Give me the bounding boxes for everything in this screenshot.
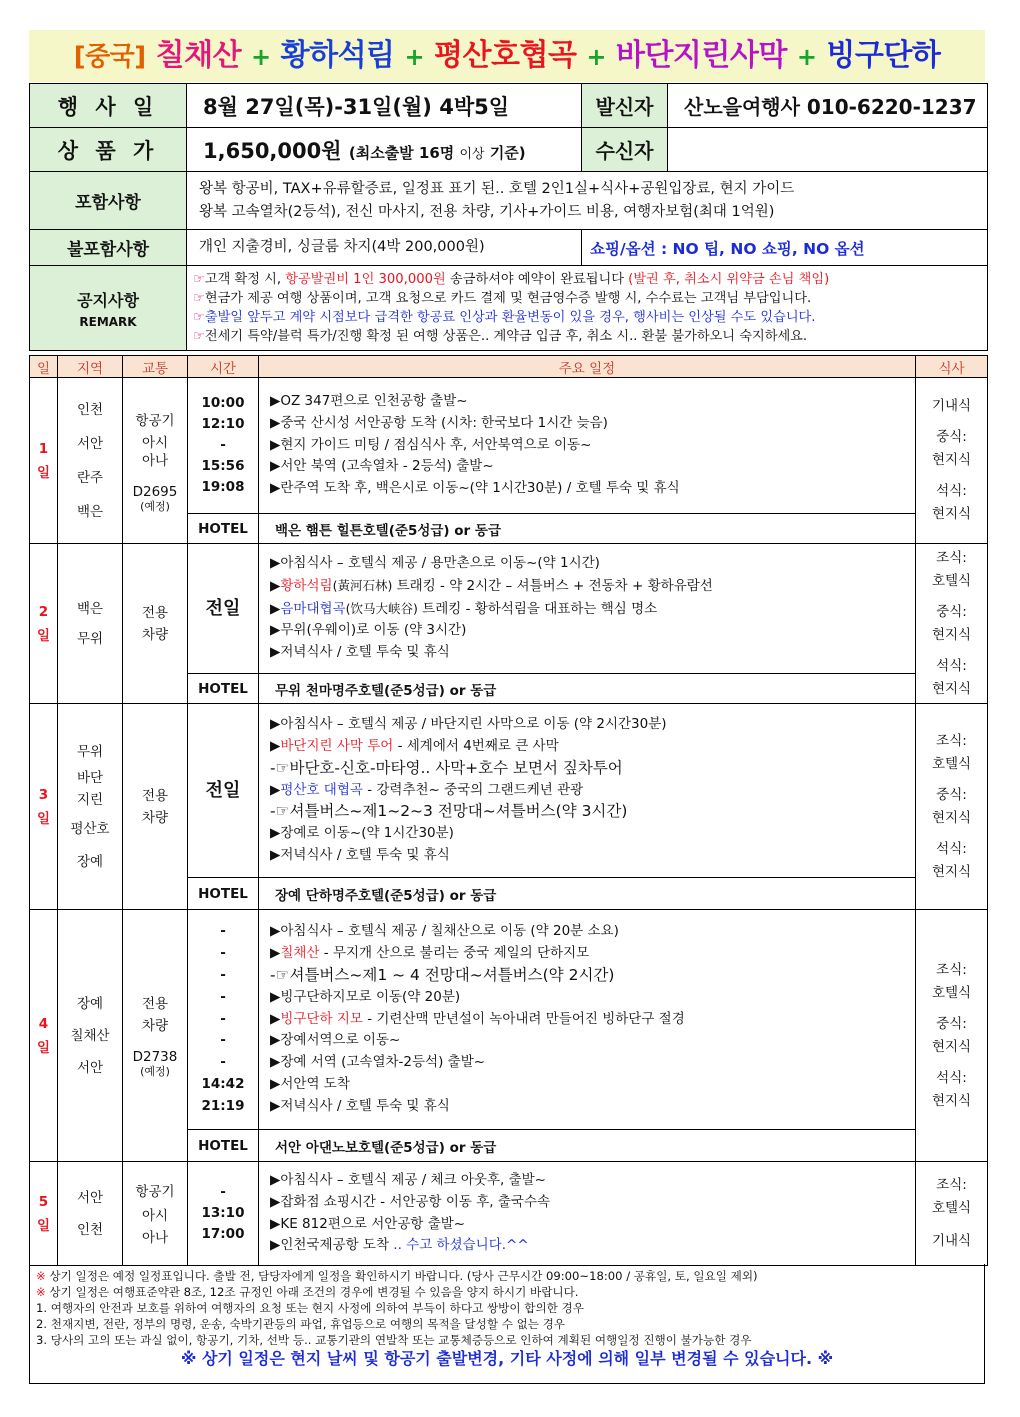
day-number: 5 일 [30,1162,58,1266]
hotel-label: HOTEL [188,674,259,704]
notice-highlight: (발권 후, 취소시 위약금 손님 책임) [628,272,830,287]
region-name: 칠채산 [70,1027,110,1044]
schedule-line: -☞셔틀버스~제1 ~ 4 전망대~셔틀버스(약 2시간) [270,966,615,984]
day-regions [58,1162,123,1266]
schedule-line: ▶아침식사 – 호텔식 제공 / 체크 아웃후, 출발~ [270,1171,546,1188]
day-row-3 [30,704,988,878]
schedule-line: ▶빙구단하지모로 이동(약 20분) [270,988,461,1005]
include-value [187,172,988,230]
col-day: 일 [30,356,58,378]
notice-item [193,327,987,346]
title-banner [29,30,985,82]
meal-item: 조식: [936,549,967,566]
transport-item: 차량 [141,626,169,643]
day-transport [123,910,188,1162]
region-name: 바단 [76,769,104,786]
region-name: 서안 [76,435,104,452]
exclude-label: 불포함사항 [30,230,187,266]
day-times: - 13:10 17:00 [188,1162,259,1266]
day-row-4 [30,910,988,1130]
notice-text: 출발일 앞두고 계약 시점보다 급격한 항공료 인상과 환율변동이 있을 경우, 행사비는 인상될 수도 있습니다. [204,310,816,325]
meal-item: 중식: [936,1015,967,1032]
meal-item: 조식: [936,961,967,978]
schedule-line: ▶중국 산시성 서안공항 도착 (시차: 한국보다 1시간 늦음) [270,414,608,431]
transport-item: 차량 [141,1017,169,1034]
day-transport [123,704,188,910]
price-note-c: 기준) [484,143,526,162]
day-number: 3 일 [30,704,58,910]
schedule-line: ▶장예서역으로 이동~ [270,1032,401,1049]
day-transport [123,544,188,704]
day-meals [916,1162,988,1266]
schedule-highlight: .. 수고 하셨습니다.^^ [393,1237,529,1254]
transport-item: 아시 [141,434,169,451]
hotel-name: 백은 햄튼 힐튼호텔(준5성급) or 동급 [259,514,916,544]
transport-item: 아나 [141,452,169,469]
schedule-line: ▶아침식사 – 호텔식 제공 / 칠채산으로 이동 (약 20분 소요) [270,923,619,940]
price-note-a: (최소출발 16명 [348,143,460,162]
schedule-highlight: 칠채산 [280,945,320,962]
hotel-name: 무위 천마명주호텔(준5성급) or 동급 [259,674,916,704]
price-label: 상 품 가 [30,128,187,172]
day-schedule [259,910,916,1130]
notice-highlight: 항공발권비 1인 300,000원 [285,272,446,287]
note-mark: ※ [36,1285,46,1299]
notice-list [187,266,988,351]
transport-item: 전용 [141,604,169,621]
day-meals [916,704,988,910]
notice-hand-icon: ☞ [193,291,205,306]
title-plus: + [404,43,425,71]
day-number: 2 일 [30,544,58,704]
day-regions [58,378,123,544]
notice-text: 송금하셔야 예약이 완료됩니다 [445,272,629,287]
region-name: 백은 [76,503,104,520]
day-regions [58,544,123,704]
schedule-line: ▶장예 서역 (고속열차-2등석) 출발~ [270,1054,486,1071]
transport-note: (예정) [140,1064,170,1078]
day-times: 전일 [188,544,259,674]
transport-item: 항공기 [135,1183,175,1200]
footer-note [36,1284,978,1300]
transport-item: 아나 [141,1229,169,1246]
schedule-line: ▶저녁식사 / 호텔 투숙 및 휴식 [270,1097,450,1114]
title-dest-pyeongsanho: 평산호협곡 [434,38,577,73]
region-name: 지린 [76,791,104,808]
schedule-line: ▶저녁식사 / 호텔 투숙 및 휴식 [270,846,450,863]
meal-item: 현지식 [931,1092,972,1109]
day-transport [123,1162,188,1266]
day-schedule [259,1162,916,1266]
region-name: 서안 [76,1059,104,1076]
schedule-line: ▶서안역 도착 [270,1075,350,1092]
schedule-highlight: 빙구단하 지모 [280,1010,363,1027]
footer-final-notice: ※ 상기 일정은 현지 날씨 및 항공기 출발변경, 기타 사정에 의해 일부 변경될 수 있습니다. ※ [180,1349,834,1368]
day-regions [58,910,123,1162]
receiver-value [668,128,988,172]
footer-note-text: 상기 일정은 여행표준약관 8조, 12조 규정인 아래 조건의 경우에 변경될 수 있음을 양지 하시기 바랍니다. [45,1285,579,1299]
meal-item: 현지식 [931,863,972,880]
day-times: 10:00 12:10 - 15:56 19:08 [188,378,259,514]
meal-item: 호텔식 [931,572,972,589]
footer-condition: 1. 여행자의 안전과 보호를 위하여 여행자의 요청 또는 현지 사정에 의하여 부득이 하다고 쌍방이 합의한 경우 [36,1301,584,1315]
meal-item: 현지식 [931,452,972,468]
hotel-label: HOTEL [188,1130,259,1162]
exclude-value: 개인 지출경비, 싱글룸 차지(4박 200,000원) [187,230,582,266]
meal-item: 현지식 [931,1038,972,1055]
hotel-label: HOTEL [188,878,259,910]
title-dest-badain-jaran: 바단지린사막 [615,38,787,73]
notice-text: 현금가 제공 여행 상품이며, 고객 요청으로 카드 결제 및 현금영수증 발행 시, 수수료는 고객님 부담입니다. [204,291,812,306]
meal-item: 기내식 [931,398,972,414]
title-dest-hwanghaseokrim: 황하석림 [280,38,395,73]
hotel-name: 장예 단하명주호텔(준5성급) or 동급 [259,878,916,910]
title-dest-binggudanha: 빙구단하 [826,38,941,73]
day-meals [916,910,988,1162]
col-transport: 교통 [123,356,188,378]
transport-item: 차량 [141,809,169,826]
region-name: 란주 [76,469,104,486]
region-name: 장예 [76,995,104,1012]
include-label: 포함사항 [30,172,187,230]
notice-item [193,289,987,308]
footer-note [36,1268,978,1284]
day-row-2 [30,544,988,674]
notice-item [193,270,987,289]
transport-item: D2738 [132,1048,178,1065]
region-name: 무위 [76,630,104,647]
transport-item: 항공기 [135,412,175,429]
schedule-highlight: 황하석림 [280,577,333,594]
day-row-1 [30,378,988,514]
title-country: [중국] [73,42,146,72]
schedule-line: ▶아침식사 – 호텔식 제공 / 바단지린 사막으로 이동 (약 2시간30분) [270,716,667,733]
schedule-line: -☞셔틀버스~제1~2~3 전망대~셔틀버스(약 3시간) [270,802,628,821]
schedule-line: ▶바단지린 사막 투어 - 세계에서 4번째로 큰 사막 [270,738,559,754]
schedule-line: ▶현지 가이드 미팅 / 점심식사 후, 서안북역으로 이동~ [270,436,592,453]
meal-item: 중식: [936,786,967,803]
hotel-name: 서안 아댄노보호텔(준5성급) or 동급 [259,1130,916,1162]
region-name: 서안 [76,1189,104,1206]
price-value: 1,650,000원 [203,138,342,163]
meal-item: 조식: [936,1177,967,1193]
shopping-option-value: 쇼핑/옵션 : NO 팁, NO 쇼핑, NO 옵션 [582,230,988,266]
schedule-line: ▶아침식사 – 호텔식 제공 / 용만촌으로 이동~(약 1시간) [270,555,600,571]
day-schedule [259,378,916,514]
date-label: 행 사 일 [30,84,187,128]
meal-item: 중식: [936,603,967,620]
price-note-b: 이상 [459,146,485,162]
title-dest-chilchaesan: 칠채산 [155,38,242,73]
footer-condition: 3. 당사의 고의 또는 과실 없이, 항공기, 기차, 선박 등.. 교통기관의 연발착 또는 교통체증등으로 인하여 계획된 여행일정 진행이 불가능한 경우 [36,1333,752,1347]
col-time: 시간 [188,356,259,378]
sender-value: 산노을여행사 010-6220-1237 [668,84,988,128]
day-number: 1 일 [30,378,58,544]
price-cell [187,128,582,172]
schedule-line: ▶무위(우웨이)로 이동 (약 3시간) [270,622,467,639]
itinerary-table [29,355,988,1266]
day-transport [123,378,188,544]
receiver-label: 수신자 [582,128,668,172]
schedule-line: ▶서안 북역 (고속열차 - 2등석) 출발~ [270,458,494,475]
meal-item: 호텔식 [931,984,972,1001]
notice-label: 공지사항 [77,290,139,310]
day-meals [916,378,988,544]
day-times: 전일 [188,704,259,878]
meal-item: 석식: [936,1069,967,1086]
meal-item: 석식: [936,657,967,674]
meal-item: 현지식 [931,809,972,826]
day-meals [916,544,988,704]
schedule-line: ▶KE 812편으로 서안공항 출발~ [270,1215,466,1232]
meal-item: 현지식 [931,506,972,522]
day-row-5 [30,1162,988,1266]
schedule-line: -☞바단호-신호-마타영.. 사막+호수 보면서 짚차투어 [270,758,623,777]
meal-item: 현지식 [931,680,972,697]
col-region: 지역 [58,356,123,378]
meal-item: 중식: [936,429,967,445]
transport-note: (예정) [140,499,170,513]
meal-item: 조식: [936,732,967,749]
include-line: 왕복 고속열차(2등석), 전신 마사지, 전용 차량, 기사+가이드 비용, 여행자보험(최대 1억원) [199,203,775,220]
transport-item: 아시 [141,1207,169,1224]
transport-item: D2695 [132,483,178,500]
schedule-highlight: 바단지린 사막 투어 [280,738,394,754]
title-plus: + [251,43,271,71]
meal-item: 호텔식 [931,755,972,772]
notice-text: 고객 확정 시, [204,272,286,287]
region-name: 백은 [76,600,104,617]
notice-text: 전세기 특약/블럭 특가/진행 확정 된 여행 상품은.. 계약금 입금 후, 취소 시.. 환불 불가하오니 숙지하세요. [204,329,808,344]
schedule-line: ▶장예로 이동~(약 1시간30분) [270,825,454,842]
footer-note-text: 상기 일정은 예정 일정표입니다. 출발 전, 담당자에게 일정을 확인하시기 바랍니다. (당사 근무시간 09:00~18:00 / 공휴일, 토, 일요일 제외) [45,1269,758,1283]
region-name: 장예 [76,853,104,870]
day-regions [58,704,123,910]
day-times: - - - - - - - 14:42 21:19 [188,910,259,1130]
transport-item: 전용 [141,787,169,804]
hotel-label: HOTEL [188,514,259,544]
day-number: 4 일 [30,910,58,1162]
schedule-line: ▶인천국제공항 도착 .. 수고 하셨습니다.^^ [270,1237,529,1254]
itinerary-header-row [30,356,988,378]
col-meal: 식사 [916,356,988,378]
title-plus: + [796,43,817,71]
notice-hand-icon: ☞ [193,329,205,344]
region-name: 무위 [76,743,104,760]
notice-item [193,308,987,327]
schedule-line: ▶황하석림(黃河石林) 트래킹 - 약 2시간 – 셔틀버스 + 전동차 + 황하유람선 [270,577,713,594]
include-line: 왕복 항공비, TAX+유류할증료, 일정표 표기 된.. 호텔 2인1실+식사+공원입장료, 현지 가이드 [199,180,795,197]
footer-notes [29,1264,985,1384]
schedule-line: ▶빙구단하 지모 - 기련산맥 만년설이 녹아내려 만들어진 빙하단구 절경 [270,1010,685,1027]
region-name: 평산호 [70,820,110,837]
day-schedule [259,704,916,878]
region-name: 인천 [76,1221,104,1238]
schedule-line: ▶란주역 도착 후, 백은시로 이동~(약 1시간30분) / 호텔 투숙 및 휴식 [270,480,680,497]
sender-label: 발신자 [582,84,668,128]
meal-item: 기내식 [931,1233,972,1249]
header-info-table [29,83,988,351]
schedule-line: ▶평산호 대협곡 - 강력추천~ 중국의 그랜드케년 관광 [270,781,584,798]
footer-condition: 2. 천재지변, 전란, 정부의 명령, 운송, 숙박기관등의 파업, 휴업등으로 여행의 목적을 달성할 수 없는 경우 [36,1317,566,1331]
note-mark: ※ [36,1269,46,1283]
region-name: 인천 [76,401,104,418]
meal-item: 석식: [936,483,967,499]
schedule-line: ▶OZ 347편으로 인천공항 출발~ [270,393,468,409]
meal-item: 호텔식 [931,1200,972,1216]
notice-hand-icon: ☞ [193,310,205,325]
col-schedule: 주요 일정 [259,356,916,378]
transport-item: 전용 [141,995,169,1012]
meal-item: 현지식 [931,626,972,643]
schedule-line: ▶음마대협곡(饮马大峡谷) 트레킹 - 황하석림을 대표하는 핵심 명소 [270,600,658,617]
day-schedule [259,544,916,674]
schedule-line: ▶저녁식사 / 호텔 투숙 및 휴식 [270,644,450,661]
meal-item: 석식: [936,840,967,857]
schedule-line: ▶칠채산 - 무지개 산으로 불리는 중국 제일의 단하지모 [270,945,590,962]
schedule-highlight: 음마대협곡 [280,600,346,617]
notice-hand-icon: ☞ [193,272,205,287]
schedule-line: ▶잡화점 쇼핑시간 - 서안공항 이동 후, 출국수속 [270,1193,551,1210]
schedule-highlight: 평산호 대협곡 [280,781,363,798]
notice-label-cell [30,266,187,351]
title-plus: + [586,43,607,71]
date-value: 8월 27일(목)-31일(월) 4박5일 [187,84,582,128]
notice-sub-label: REMARK [79,314,137,329]
